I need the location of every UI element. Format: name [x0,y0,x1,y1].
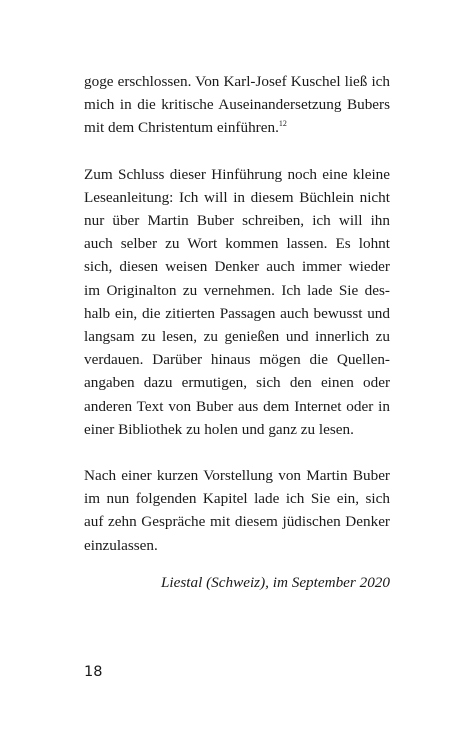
text-line: mich in die kritische Auseinandersetzung Bubers [84,96,390,114]
text-line: einer Bibliothek zu holen und ganz zu lesen. [84,420,354,438]
text-line [84,116,390,139]
text-line: anderen Text von Buber aus dem Internet oder in [84,397,390,415]
text-line: im Originalton zu vernehmen. Ich lade Sie des- [84,281,390,299]
text-line: einzulassen. [84,536,158,554]
text-line: verdauen. Darüber hinaus mögen die Quellen- [84,351,390,369]
text-line: halb ein, die zitierten Passagen auch bewusst und [84,304,390,322]
text-line: Leseanleitung: Ich will in diesem Büchlein nicht [84,188,390,206]
page-number: 18 [84,664,103,680]
text-line: im nun folgenden Kapitel lade ich Sie ein, sich [84,490,390,508]
text-line: Zum Schluss dieser Hinführung noch eine kleine [84,165,390,183]
paragraph-1 [84,70,390,140]
paragraph-3 [84,464,390,557]
footnote-reference: 12 [278,119,287,129]
place-date-signature: Liestal (Schweiz), im September 2020 [160,573,390,591]
paragraph-2 [84,163,390,441]
text-line: Nach einer kurzen Vorstellung von Martin Buber [84,467,390,485]
text-line: goge erschlossen. Von Karl-Josef Kuschel ließ ich [84,73,390,90]
text-line-content: mit dem Christentum einführen. [84,119,279,137]
text-line: auch selber zu Wort kommen lassen. Es lohnt [84,235,390,253]
text-line: sich, diesen weisen Denker auch immer wieder [84,258,390,276]
text-line: nur über Martin Buber schreiben, ich will ihn [84,212,390,230]
book-page-text [84,70,390,594]
text-line: langsam zu lesen, zu genießen und innerlich zu [84,328,390,346]
text-line: auf zehn Gespräche mit diesem jüdischen Denker [84,513,390,531]
text-line: angaben dazu ermutigen, sich den einen oder [84,374,390,392]
